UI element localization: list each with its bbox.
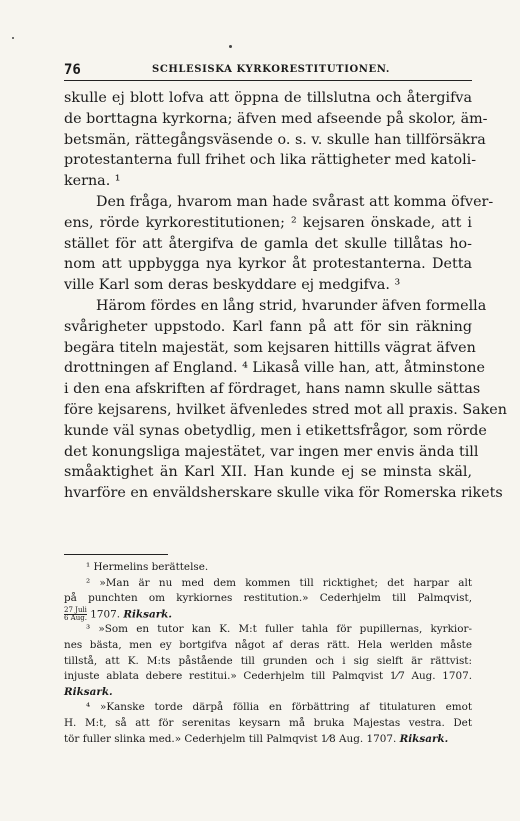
text-line: det konungsliga majestätet, var ingen mer envis ända till xyxy=(64,443,479,460)
text-line: före kejsarens, hvilket äfvenledes stred mot all praxis. Saken xyxy=(64,401,507,418)
text-line: protestanterna full frihet och lika rättigheter med katoli- xyxy=(64,152,477,169)
text-line: ville Karl som deras beskyddare ej medgifva. ³ xyxy=(64,277,401,294)
text-line: de borttagna kyrkorna; äfven med afseende på skolor, äm- xyxy=(64,110,488,127)
footnote-3-line: ³ »Som en tutor kan K. M:t fuller tahla för pupillernas, kyrkior- xyxy=(86,623,472,636)
footnote-rule xyxy=(64,554,168,555)
ink-speck xyxy=(229,45,232,48)
footnote-3-source: Riksark. xyxy=(64,685,113,698)
footnotes xyxy=(64,560,472,747)
footnote-4-source: Riksark. xyxy=(399,732,449,745)
text-line: kerna. ¹ xyxy=(64,173,121,190)
footnote-2-source: Riksark. xyxy=(123,608,172,621)
footnote-2-year: 1707. xyxy=(86,608,121,621)
text-line: småaktighet än Karl XII. Han kunde ej se minsta skäl, xyxy=(64,464,472,481)
text-line: skulle ej blott lofva att öppna de tillslutna och återgifva xyxy=(64,90,472,106)
text-line: svårigheter uppstodo. Karl fann på att för sin räkning xyxy=(64,318,472,335)
text-line: betsmän, rättegångsväsende o. s. v. skulle han tillförsäkra xyxy=(64,131,486,148)
text-line: stället för att återgifva de gamla det skulle tillåtas ho- xyxy=(64,235,472,252)
footnote-3-line: tillstå, att K. M:ts påstående till grunden och i sig sielft är rättvist: xyxy=(64,654,472,667)
ink-speck xyxy=(12,37,14,39)
page-number: 76 xyxy=(64,62,81,78)
footnote-4-line: ⁴ »Kanske torde därpå föllia en förbättring af titulaturen emot xyxy=(86,701,472,714)
text-line: i den ena afskriften af fördraget, hans namn skulle sättas xyxy=(64,381,481,398)
footnote-4-line xyxy=(64,732,472,748)
text-line: kunde väl synas obetydlig, men i etikettsfrågor, som rörde xyxy=(64,422,487,439)
text-line: begära titeln majestät, som kejsaren hittills vägrat äfven xyxy=(64,339,476,356)
footnote-2-line: på punchten om kyrkiornes restitution.» Cederhjelm till Palmqvist, xyxy=(64,592,472,605)
footnote-2-date-top: 27 Juli xyxy=(64,605,87,614)
footnote-1: ¹ Hermelins berättelse. xyxy=(86,561,209,573)
footnote-3-line: injuste ablata debere restitui.» Cederhjelm till Palmqvist 1⁄7 Aug. 1707. xyxy=(64,670,472,683)
footnote-2-line xyxy=(64,607,472,623)
text-line: Härom fördes en lång strid, hvarunder äfven formella xyxy=(96,297,487,314)
footnote-4-text: tör fuller slinka med.» Cederhjelm till Palmqvist 1⁄8 Aug. 1707. xyxy=(64,732,397,745)
footnote-2-date-bottom: 6 Aug. xyxy=(64,613,87,622)
footnote-3-line: nes bästa, men ey bortgifva något af deras rätt. Hela werlden måste xyxy=(64,638,472,651)
text-line: Den fråga, hvarom man hade svårast att komma öfver- xyxy=(96,193,494,210)
footnote-4-line: H. M:t, så att för serenitas keysarn må bruka Majestas vestra. Det xyxy=(64,716,472,729)
main-text xyxy=(64,88,507,504)
running-title: SCHLESISKA KYRKORESTITUTIONEN. xyxy=(152,64,390,75)
footnote-2-line: ² »Man är nu med dem kommen till ricktighet; det harpar alt xyxy=(86,576,472,589)
header-rule xyxy=(64,80,472,81)
text-line: hvarföre en enväldsherskare skulle vika för Romerska rikets xyxy=(64,485,503,502)
text-line: drottningen af England. ⁴ Likaså ville han, att, åtminstone xyxy=(64,360,485,377)
text-line: ens, rörde kyrkorestitutionen; ² kejsaren önskade, att i xyxy=(64,214,472,231)
text-line: nom att uppbygga nya kyrkor åt protestanterna. Detta xyxy=(64,256,472,273)
page-header xyxy=(64,62,472,78)
